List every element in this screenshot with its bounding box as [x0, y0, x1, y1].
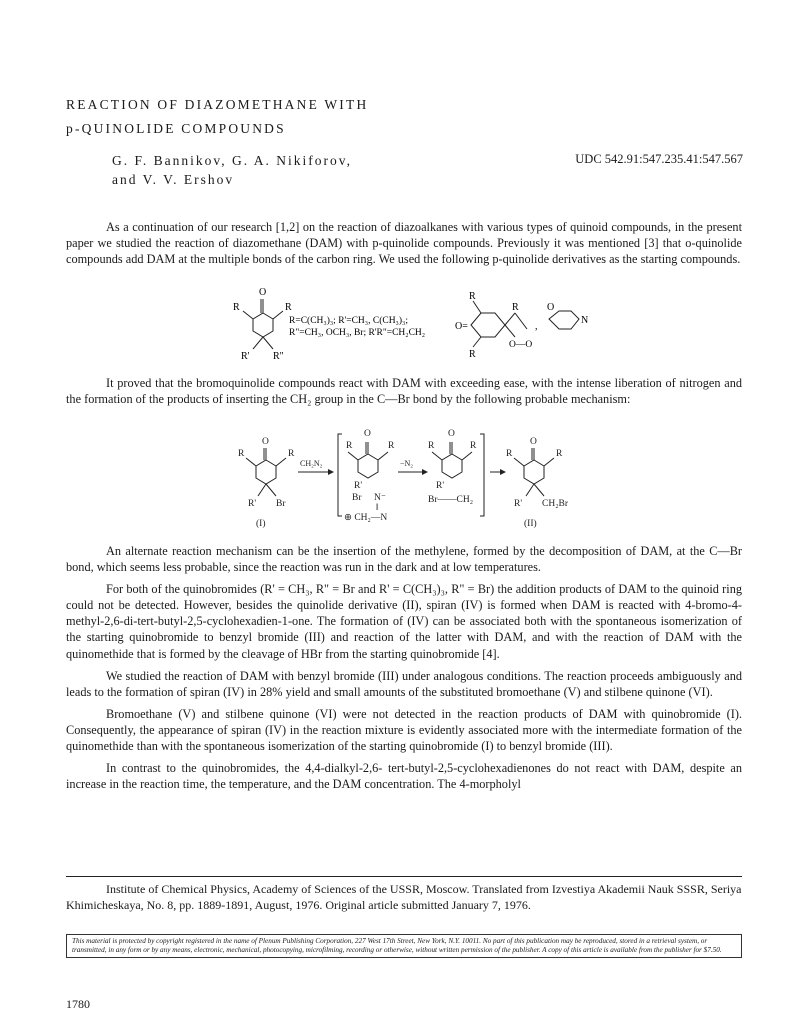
compound-I-r-prime: R' [248, 499, 257, 509]
paragraph-4: For both of the quinobromides (R' = CH₃, R" = Br and R' = C(CH₃)₃, R" = Br) the addition products of DAM to the quinoid ring could not be detected. However, besides the quinolide derivative (II), spiran (IV) is formed when DAM is reacted with 4-bromo-4-methyl-2,6-di-tert-butyl-2,5-cyclohexadien-1-one. The formation of (IV) can be associated both with the spontaneous isomerization of the starting quinobromide to benzyl bromide (III) and reaction of the latter with DAM, and with the reaction of DAM with the quinomethide that is formed by the cleavage of HBr from the starting quinobromide [4]. [66, 582, 742, 661]
compound-I-r-left: R [238, 449, 245, 459]
page-number: 1780 [66, 997, 90, 1011]
article-title-line1: REACTION OF DIAZOMETHANE WITH [66, 97, 369, 112]
compound-II-ch2br: CH₂Br [542, 499, 569, 509]
r-dprime-label: R" [273, 351, 284, 362]
intermediate-1-r-prime: R' [354, 481, 363, 491]
intermediate-2-r-right: R [470, 441, 477, 451]
spiro-r-bottom: R [469, 349, 476, 360]
morpholine-ring [549, 311, 579, 329]
intermediate-2-ring [432, 442, 472, 478]
body-text [66, 543, 742, 798]
intermediate-2-r-prime: R' [436, 481, 445, 491]
intermediate-1-ring [348, 442, 388, 478]
compound-II-ring [514, 448, 554, 496]
authors-block [112, 151, 352, 189]
footnote-divider [66, 876, 742, 877]
carbonyl-label: O= [455, 321, 468, 332]
copyright-notice: This material is protected by copyright registered in the name of Plenum Publishing Corporation, 227 West 17th Street, New York, N.Y. 10011. No part of this publication may be reproduced, stored in a retrieval system, or transmitted, in any form or by any means, electronic, mechanical, photocopying, microfilming, recording or otherwise, without written permission of the publisher. A copy of this article is available from the publisher for $7.50. [66, 934, 742, 958]
morpholine-oxygen: O [547, 302, 555, 313]
paragraph-7: In contrast to the quinobromides, the 4,4-dialkyl-2,6- tert-butyl-2,5-cyclohexadienones do not react with DAM, despite an increase in the reaction time, the temperature, and the DAM concentration. The 4-morpholyl [66, 761, 742, 792]
substituent-conditions-1: R=C(CH₃)₃; R'=CH₃, C(CH₃)₃; [289, 316, 408, 326]
morpholine-nitrogen: N [581, 315, 589, 326]
reaction-arrow-3-head [500, 469, 506, 475]
intermediate-2-brch2: Br——CH₂ [428, 495, 474, 505]
intermediate-1-r-left: R [346, 441, 353, 451]
intermediate-1-br: Br [352, 493, 362, 503]
reaction-arrow-2-head [422, 469, 428, 475]
compound-I-oxygen: O [262, 437, 269, 447]
substituent-conditions-2: R"=CH₃, OCH₃, Br; R'R"=CH₂CH₂ [289, 328, 426, 338]
reaction-arrow-1-head [328, 469, 334, 475]
compound-II-r-prime: R' [514, 499, 523, 509]
peroxide-label: O—O [509, 340, 533, 350]
compound-II-r-left: R [506, 449, 513, 459]
nitrogen-loss-label: −N₂ [400, 459, 414, 468]
bracket-left [338, 434, 342, 516]
bracket-right [480, 434, 484, 516]
scheme-reaction-mechanism [228, 424, 588, 536]
oxygen-label: O [259, 287, 267, 298]
paragraph-5: We studied the reaction of DAM with benzyl bromide (III) under analogous conditions. The reaction proceeds ambiguously and leads to the formation of spiran (IV) in 28% yield and small amounts of the substituted bromoethane (V) and stilbene quinone (VI). [66, 668, 742, 699]
r-right-label: R [285, 302, 292, 313]
quinolide-ring-1 [243, 299, 283, 349]
authors-line2: and V. V. Ershov [112, 172, 235, 187]
affiliation-footnote: Institute of Chemical Physics, Academy of Sciences of the USSR, Moscow. Translated from Izvestiya Akademii Nauk SSSR, Seriya Khimicheskaya, No. 8, pp. 1889-1891, August, 1976. Original article submitted January 7, 1976. [66, 882, 742, 912]
compound-I-label: (I) [256, 519, 266, 529]
paragraph-intro [66, 219, 742, 273]
intermediate-2-oxygen: O [448, 429, 455, 439]
intermediate-1-double-bond: ‖ [376, 503, 379, 513]
paragraph-2: It proved that the bromoquinolide compounds react with DAM with exceeding ease, with the intense liberation of nitrogen and the formation of the products of inserting the CH₂ group in the C—Br bond by the following probable mechanism: [66, 376, 742, 407]
paragraph-3: An alternate reaction mechanism can be the insertion of the methylene, formed by the decomposition of DAM, at the C—Br bond, which seems less probable, since the reaction was run in the dark and at low temperatures. [66, 544, 742, 575]
intermediate-1-n-minus: N⁻ [374, 493, 386, 503]
compound-II-r-right: R [556, 449, 563, 459]
paragraph-6: Bromoethane (V) and stilbene quinone (VI) were not detected in the reaction products of DAM with quinobromide (I). Consequently, the appearance of spiran (IV) in the reaction mixture is evidently associated more with the intermediate formation of the quinomethide than with the spontaneous isomerization of the starting quinobromide (I) to benzyl bromide (III). [66, 706, 742, 754]
article-title-line2: p-QUINOLIDE COMPOUNDS [66, 121, 286, 136]
r-left-label: R [233, 302, 240, 313]
paragraph-mechanism-intro [66, 375, 742, 413]
intermediate-1-oxygen: O [364, 429, 371, 439]
spiro-r-mid: R [512, 302, 519, 313]
compound-I-br: Br [276, 499, 286, 509]
r-prime-label: R' [241, 351, 250, 362]
reagent-label: CH₂N₂ [300, 459, 323, 468]
udc-code: UDC 542.91:547.235.41:547.567 [575, 152, 743, 166]
compound-II-oxygen: O [530, 437, 537, 447]
authors-line1: G. F. Bannikov, G. A. Nikiforov, [112, 153, 353, 168]
paragraph-1: As a continuation of our research [1,2] on the reaction of diazoalkanes with various types of quinoid compounds, in the present paper we studied the reaction of diazomethane (DAM) with p-quinolide compounds. Previously it was mentioned [3] that o-quinolide compounds add DAM at the multiple bonds of the carbon ring. We used the following p-quinolide derivatives as the starting compounds. [66, 220, 742, 267]
scheme-quinolide-derivatives [215, 285, 595, 363]
comma-label: , [535, 321, 538, 332]
spiro-r-top: R [469, 291, 476, 302]
intermediate-2-r-left: R [428, 441, 435, 451]
intermediate-1-r-right: R [388, 441, 395, 451]
compound-II-label: (II) [524, 519, 537, 529]
compound-I-ring [246, 448, 286, 496]
intermediate-1-diazonium: ⊕ CH₂—N [344, 513, 388, 523]
compound-I-r-right: R [288, 449, 295, 459]
